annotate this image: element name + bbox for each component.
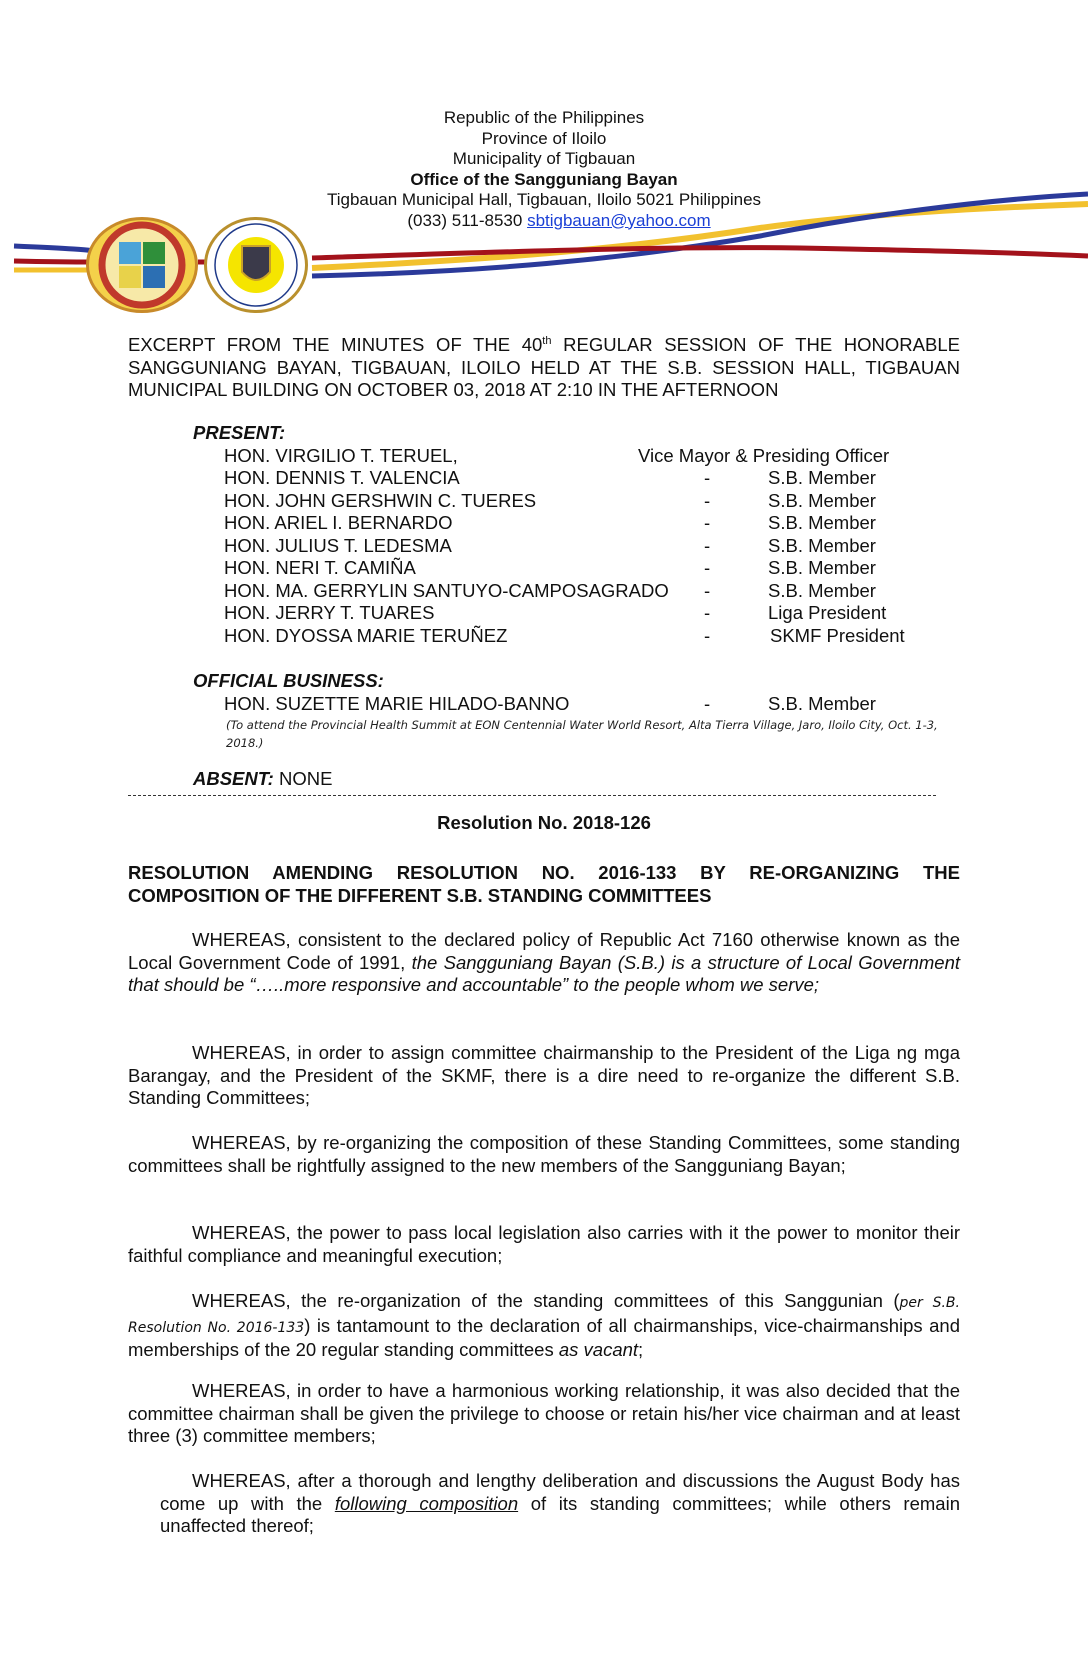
- absent-value: NONE: [273, 768, 333, 789]
- whereas-clause-5: WHEREAS, the re-organization of the standing committees of this Sanggunian (per S.B. Resolution No. 2016-133) is tantamount to the declaration of all chairmanships, vice-chairmanships and memberships of the 20 regular standing committees as vacant;: [128, 1290, 961, 1360]
- present-label: PRESENT:: [193, 422, 286, 443]
- attendee-row: HON. NERI T. CAMIÑA - S.B. Member: [224, 557, 876, 578]
- whereas-clause-3: WHEREAS, by re-organizing the composition of these Standing Committees, some standing committees shall be rightfully assigned to the new members of the Sangguniang Bayan;: [128, 1132, 960, 1176]
- attendee-row: HON. DENNIS T. VALENCIA - S.B. Member: [224, 467, 876, 488]
- attendee-role: Vice Mayor & Presiding Officer: [638, 445, 890, 466]
- resolution-title: RESOLUTION AMENDING RESOLUTION NO. 2016-133 BY RE-ORGANIZING THE COMPOSITION OF THE DIFFERENT S.B. STANDING COMMITTEES: [128, 862, 960, 906]
- municipality-of-tigbauan-seal-icon: [86, 217, 198, 313]
- absent-label: ABSENT:: [193, 768, 274, 789]
- whereas-clause-1: WHEREAS, consistent to the declared policy of Republic Act 7160 otherwise known as the Local Government Code of 1991, the Sangguniang Bayan (S.B.) is a structure of Local Government that should be “…..more responsive and accountable” to the people whom we serve;: [128, 929, 961, 995]
- attendee-row: HON. ARIEL I. BERNARDO - S.B. Member: [224, 512, 876, 533]
- phone-number: (033) 511-8530: [407, 210, 523, 230]
- ordinal-suffix: th: [542, 335, 552, 347]
- whereas-clause-7: WHEREAS, after a thorough and lengthy deliberation and discussions the August Body has come up with the following composition of its standing committees; while others remain unaffected thereof;: [160, 1470, 960, 1536]
- email-link[interactable]: sbtigbauan@yahoo.com: [527, 210, 711, 230]
- address-line: Tigbauan Municipal Hall, Tigbauan, Iloilo 5021 Philippines: [326, 190, 762, 209]
- municipality-line: Municipality of Tigbauan: [452, 149, 636, 168]
- attendee-row: HON. JERRY T. TUARES - Liga President: [224, 602, 887, 623]
- whereas-clause-2: WHEREAS, in order to assign committee chairmanship to the President of the Liga ng mga Barangay, and the President of the SKMF, there is a dire need to re-organize the different S.B. Standing Committees;: [128, 1042, 960, 1108]
- following-composition-link: following composition: [334, 1492, 519, 1514]
- attendee-row: HON. JULIUS T. LEDESMA - S.B. Member: [224, 535, 876, 556]
- official-business-row: HON. SUZETTE MARIE HILADO-BANNO - S.B. Member: [224, 693, 876, 714]
- official-business-label: OFFICIAL BUSINESS:: [193, 670, 384, 691]
- office-line: Office of the Sangguniang Bayan: [410, 169, 678, 189]
- attendee-row: HON. VIRGILIO T. TERUEL, Vice Mayor & Presiding Officer: [224, 445, 890, 466]
- whereas-clause-6: WHEREAS, in order to have a harmonious working relationship, it was also decided that the committee chairman shall be given the privilege to choose or retain his/her vice chairman and at least three (3) committee members;: [128, 1380, 960, 1446]
- attendee-row: HON. MA. GERRYLIN SANTUYO-CAMPOSAGRADO - S.B. Member: [224, 580, 876, 601]
- official-business-note: (To attend the Provincial Health Summit at EON Centennial Water World Resort, Alta Tierra Village, Jaro, Iloilo City, Oct. 1-3, 2018.): [226, 718, 938, 750]
- attendee-row: HON. JOHN GERSHWIN C. TUERES - S.B. Member: [224, 490, 876, 511]
- section-divider: [128, 795, 936, 796]
- whereas-clause-4: WHEREAS, the power to pass local legislation also carries with it the power to monitor their faithful compliance and meaningful execution;: [128, 1222, 960, 1266]
- absent-line: [193, 768, 332, 790]
- minutes-excerpt-heading: EXCERPT FROM THE MINUTES OF THE 40th REGULAR SESSION OF THE HONORABLE SANGGUNIANG BAYAN, TIGBAUAN, ILOILO HELD AT THE S.B. SESSION HALL, TIGBAUAN MUNICIPAL BUILDING ON OCTOBER 03, 2018 AT 2:10 IN THE AFTERNOON: [128, 334, 960, 400]
- province-line: Province of Iloilo: [481, 128, 607, 148]
- country-line: Republic of the Philippines: [443, 108, 645, 127]
- resolution-number: Resolution No. 2018-126: [437, 812, 651, 833]
- attendee-row: HON. DYOSSA MARIE TERUÑEZ - SKMF President: [224, 625, 905, 646]
- sangguniang-bayan-seal-icon: [204, 217, 308, 313]
